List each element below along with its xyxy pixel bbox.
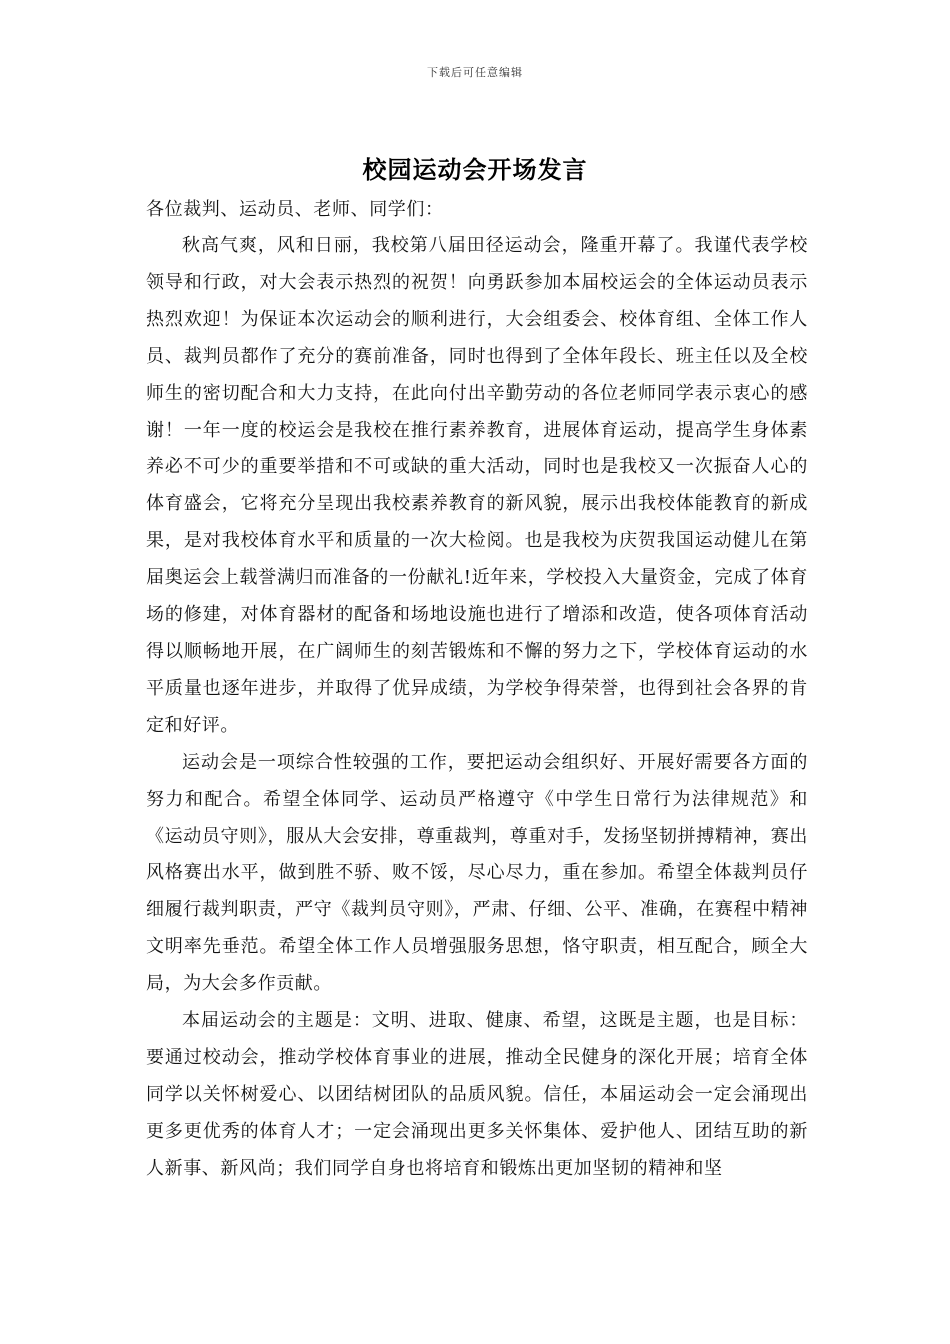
document-body: [146, 192, 808, 1188]
header-note: 下载后可任意编辑: [427, 66, 523, 79]
paragraph-1: 秋高气爽，风和日丽，我校第八届田径运动会，隆重开幕了。我谨代表学校领导和行政，对大会表示热烈的祝贺！向勇跃参加本届校运会的全体运动员表示热烈欢迎！为保证本次运动会的顺利进行，大会组委会、校体育组、全体工作人员、裁判员都作了充分的赛前准备，同时也得到了全体年段长、班主任以及全校师生的密切配合和大力支持，在此向付出辛勤劳动的各位老师同学表示衷心的感谢！一年一度的校运会是我校在推行素养教育，进展体育运动，提高学生身体素养必不可少的重要举措和不可或缺的重大活动，同时也是我校又一次振奋人心的体育盛会，它将充分呈现出我校素养教育的新风貌，展示出我校体能教育的新成果，是对我校体育水平和质量的一次大检阅。也是我校为庆贺我国运动健儿在第届奥运会上载誉满归而准备的一份献礼!近年来，学校投入大量资金，完成了体育场的修建，对体育器材的配备和场地设施也进行了增添和改造，使各项体育活动得以顺畅地开展，在广阔师生的刻苦锻炼和不懈的努力之下，学校体育运动的水平质量也逐年进步，并取得了优异成绩，为学校争得荣誉，也得到社会各界的肯定和好评。: [146, 235, 808, 736]
paragraph-2: 运动会是一项综合性较强的工作，要把运动会组织好、开展好需要各方面的努力和配合。希望全体同学、运动员严格遵守《中学生日常行为法律规范》和《运动员守则》，服从大会安排，尊重裁判，尊重对手，发扬坚韧拼搏精神，赛出风格赛出水平，做到胜不骄、败不馁，尽心尽力，重在参加。希望全体裁判员仔细履行裁判职责，严守《裁判员守则》，严肃、仔细、公平、准确，在赛程中精神文明率先垂范。希望全体工作人员增强服务思想，恪守职责，相互配合，顾全大局，为大会多作贡献。: [146, 751, 808, 995]
paragraph-3: 本届运动会的主题是：文明、进取、健康、希望，这既是主题，也是目标：要通过校动会，推动学校体育事业的进展，推动全民健身的深化开展；培育全体同学以关怀树爱心、以团结树团队的品质风貌。信任，本届运动会一定会涌现出更多更优秀的体育人才；一定会涌现出更多关怀集体、爱护他人、团结互助的新人新事、新风尚；我们同学自身也将培育和锻炼出更加坚韧的精神和坚: [146, 1010, 808, 1179]
salutation: 各位裁判、运动员、老师、同学们：: [146, 199, 444, 220]
page-title: 校园运动会开场发言: [362, 155, 588, 184]
